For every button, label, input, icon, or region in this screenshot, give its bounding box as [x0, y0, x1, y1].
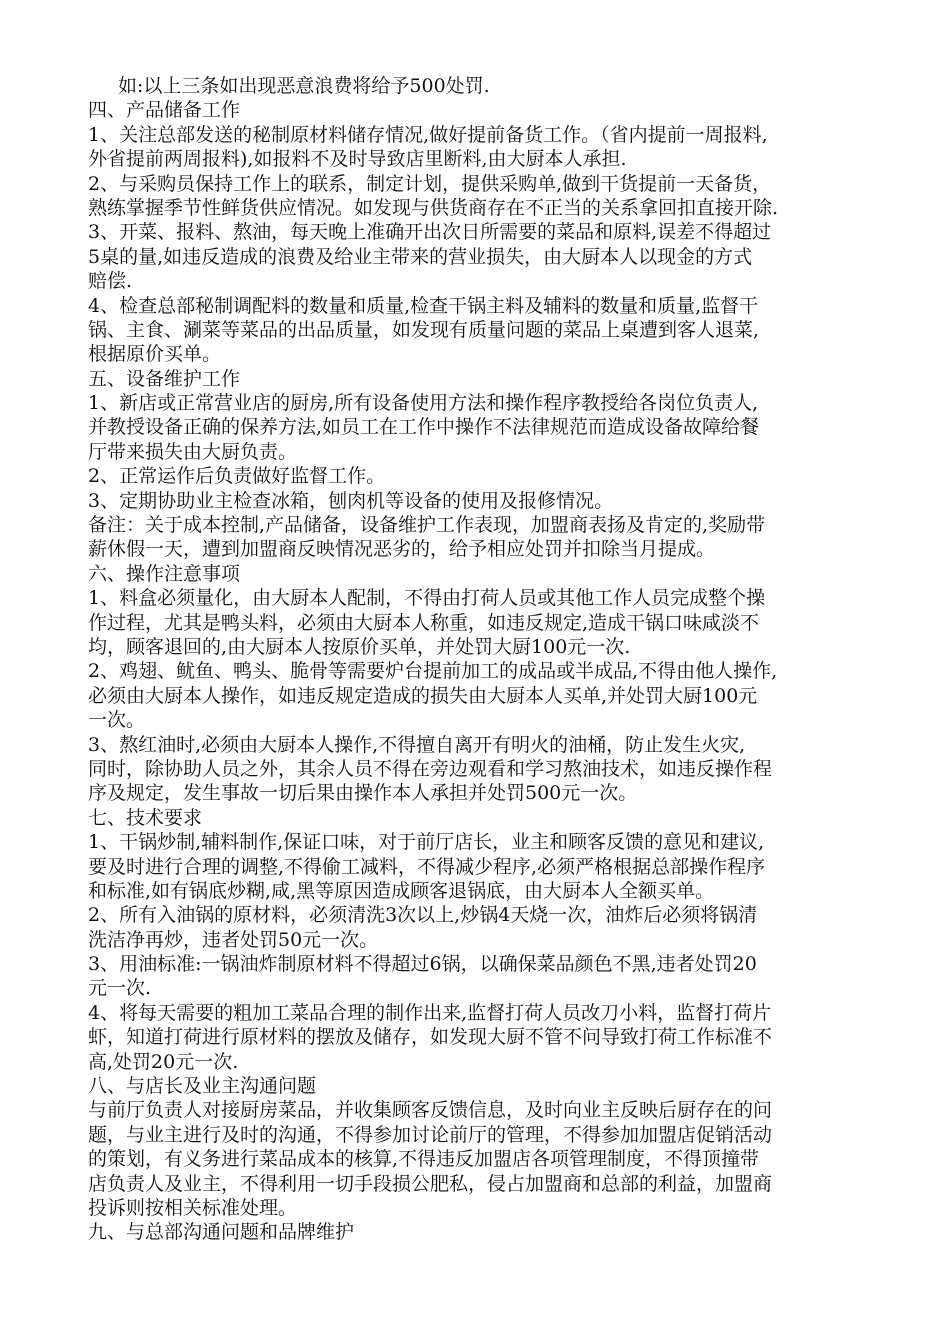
- text-line: 锅、主食、涮菜等菜品的出品质量，如发现有质量问题的菜品上桌遭到客人退菜,: [88, 318, 760, 341]
- text-line: 1、新店或正常营业店的厨房,所有设备使用方法和操作程序教授给各岗位负责人,: [88, 392, 759, 415]
- text-line: 根据原价买单。: [88, 343, 222, 366]
- text-line: 4、将每天需要的粗加工菜品合理的制作出来,监督打荷人员改刀小料，监督打荷片: [88, 1001, 772, 1024]
- text-line: 均，顾客退回的,由大厨本人按原价买单，并处罚大厨100元一次.: [88, 635, 631, 658]
- text-line: 2、正常运作后负责做好监督工作。: [88, 465, 386, 488]
- text-line: 如:以上三条如出现恶意浪费将给予500处罚.: [118, 75, 490, 97]
- text-line: 一次。: [88, 709, 146, 732]
- text-line: 1、干锅炒制,辅料制作,保证口味，对于前厅店长，业主和顾客反馈的意见和建议,: [88, 831, 765, 854]
- text-line: 与前厅负责人对接厨房菜品，并收集顾客反馈信息，及时向业主反映后厨存在的问: [88, 1099, 773, 1122]
- text-line: 4、检查总部秘制调配料的数量和质量,检查干锅主料及辅料的数量和质量,监督干: [88, 294, 759, 317]
- text-line: 3、定期协助业主检查冰箱，刨肉机等设备的使用及报修情况。: [88, 489, 614, 512]
- text-line: 必须由大厨本人操作，如违反规定造成的损失由大厨本人买单,并处罚大厨100元: [88, 684, 758, 707]
- text-line: 5桌的量,如违反造成的浪费及给业主带来的营业损失，由大厨本人以现金的方式: [88, 245, 753, 268]
- text-line: 3、开菜、报料、熬油，每天晚上准确开出次日所需要的菜品和原料,误差不得超过: [88, 221, 772, 244]
- section-heading: 四、产品储备工作: [88, 99, 241, 122]
- text-line: 并教授设备正确的保养方法,如员工在工作中操作不法律规范而造成设备故障给餐: [88, 416, 760, 439]
- text-line: 题，与业主进行及时的沟通，不得参加讨论前厅的管理，不得参加加盟店促销活动: [88, 1123, 773, 1146]
- section-heading: 九、与总部沟通问题和品牌维护: [88, 1221, 355, 1244]
- text-line: 3、用油标准:一锅油炸制原材料不得超过6锅，以确保菜品颜色不黑,违者处罚20: [88, 953, 757, 976]
- text-line: 3、熬红油时,必须由大厨本人操作,不得擅自离开有明火的油桶，防止发生火灾,: [88, 733, 746, 756]
- text-line: 要及时进行合理的调整,不得偷工减料，不得减少程序,必须严格根据总部操作程序: [88, 855, 766, 878]
- text-line: 和标准,如有锅底炒糊,咸,黑等原因造成顾客退锅底，由大厨本人全额买单。: [88, 879, 715, 902]
- note-line: 备注：关于成本控制,产品储备，设备维护工作表现，加盟商表扬及肯定的,奖励带: [88, 514, 766, 537]
- note-line: 薪休假一天，遭到加盟商反映情况恶劣的，给予相应处罚并扣除当月提成。: [88, 538, 716, 561]
- text-line: 元一次.: [88, 977, 152, 1000]
- document-body: [88, 74, 898, 1245]
- text-line: 同时，除协助人员之外，其余人员不得在旁边观看和学习熬油技术，如违反操作程: [88, 757, 773, 780]
- text-line: 高,处罚20元一次.: [88, 1050, 239, 1073]
- text-line: 投诉则按相关标准处理。: [88, 1196, 298, 1219]
- text-line: 2、与采购员保持工作上的联系，制定计划，提供采购单,做到干货提前一天备货，: [88, 172, 772, 195]
- text-line: 虾，知道打荷进行原材料的摆放及储存，如发现大厨不管不问导致打荷工作标准不: [88, 1026, 773, 1049]
- text-line: 1、料盒必须量化，由大厨本人配制，不得由打荷人员或其他工作人员完成整个操: [88, 587, 766, 610]
- text-line: 2、鸡翅、鱿鱼、鸭头、脆骨等需要炉台提前加工的成品或半成品,不得由他人操作,: [88, 660, 778, 683]
- text-line: 赔偿.: [88, 270, 133, 293]
- text-line: 厅带来损失由大厨负责。: [88, 440, 298, 463]
- text-line: 1、关注总部发送的秘制原材料储存情况,做好提前备货工作。（省内提前一周报料,: [88, 123, 768, 146]
- text-line: 洗洁净再炒，违者处罚50元一次。: [88, 928, 379, 951]
- text-line: 熟练掌握季节性鲜货供应情况。如发现与供货商存在不正当的关系拿回扣直接开除.: [88, 196, 779, 219]
- section-heading: 八、与店长及业主沟通问题: [88, 1075, 317, 1098]
- text-line: 的策划，有义务进行菜品成本的核算,不得违反加盟店各项管理制度，不得顶撞带: [88, 1148, 760, 1171]
- text-line: 2、所有入油锅的原材料，必须清洗3次以上,炒锅4天烧一次，油炸后必须将锅清: [88, 904, 758, 927]
- section-heading: 七、技术要求: [88, 806, 203, 829]
- section-heading: 五、设备维护工作: [88, 367, 241, 390]
- text-line: 店负责人及业主，不得利用一切手段损公肥私，侵占加盟商和总部的利益，加盟商: [88, 1172, 773, 1195]
- text-line: 外省提前两周报料),如报料不及时导致店里断料,由大厨本人承担.: [88, 148, 627, 171]
- text-line: 作过程，尤其是鸭头料，必须由大厨本人称重，如违反规定,造成干锅口味咸淡不: [88, 611, 760, 634]
- text-line: 序及规定，发生事故一切后果由操作本人承担并处罚500元一次。: [88, 782, 638, 805]
- section-heading: 六、操作注意事项: [88, 562, 241, 585]
